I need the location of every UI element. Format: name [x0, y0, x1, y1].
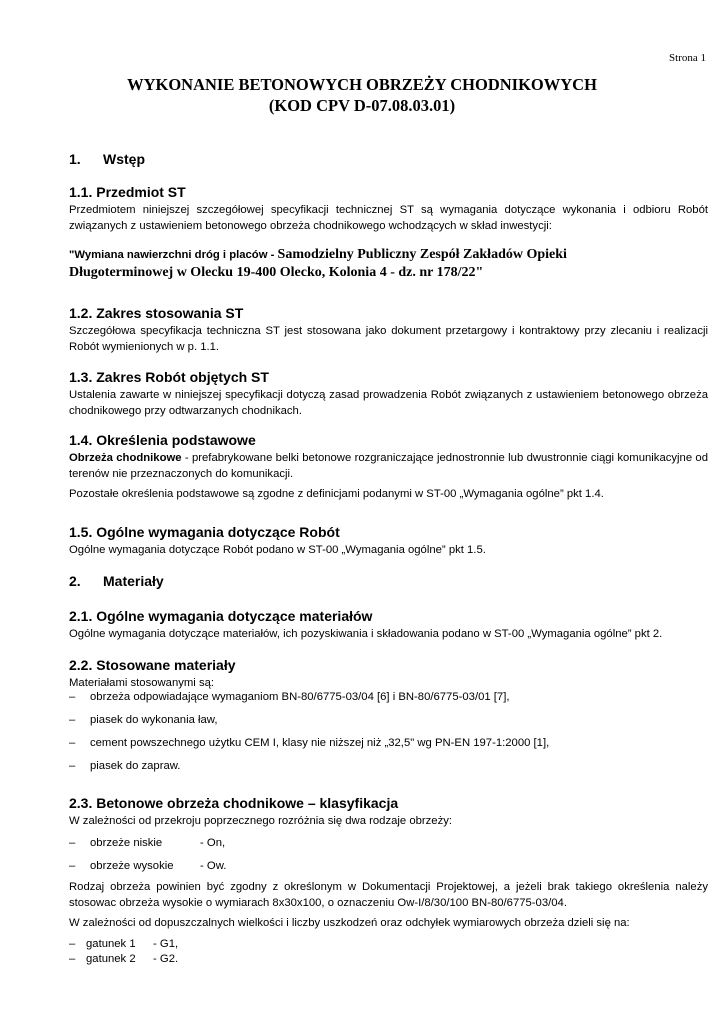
- section-1-number: 1.: [69, 151, 81, 167]
- section-1-2-heading: 1.2. Zakres stosowania ST: [69, 305, 244, 321]
- list-dash: –: [69, 760, 76, 772]
- section-1-4-definition: [69, 451, 708, 482]
- list-item: – cement powszechnego użytku CEM I, klasy nie niższej niż „32,5" wg PN-EN 197-1:2000 [1],: [69, 737, 550, 749]
- list-item: – gatunek 2 - G2.: [69, 953, 179, 965]
- list-dash: –: [69, 953, 76, 965]
- list-item: – obrzeża odpowiadające wymaganiom BN-80/6775-03/04 [6] i BN-80/6775-03/01 [7],: [69, 691, 510, 703]
- list-dash: –: [69, 714, 76, 726]
- list-dash: –: [69, 837, 76, 849]
- section-1-5-heading: 1.5. Ogólne wymagania dotyczące Robót: [69, 524, 340, 540]
- section-2-3-paragraph-3: W zależności od dopuszczalnych wielkości i liczby uszkodzeń oraz odchyłek wymiarowych obrzeża dzieli się na:: [69, 917, 630, 929]
- section-2-1-paragraph: Ogólne wymagania dotyczące materiałów, ich pozyskiwania i składowania podano w ST-00 „Wymagania ogólne” pkt 2.: [69, 628, 663, 640]
- section-1-2-paragraph: Szczegółowa specyfikacja techniczna ST jest stosowana jako dokument przetargowy i kontraktowy przy zlecaniu i realizacji Robót wymienionych w p. 1.1.: [69, 325, 708, 353]
- investment-name-part1: "Wymiana nawierzchni dróg i placów -: [69, 249, 278, 261]
- section-1-3-paragraph: Ustalenia zawarte w niniejszej specyfikacji dotyczą zasad prowadzenia Robót związanych z ustawieniem betonowego obrzeża chodnikowego przy odtwarzanych chodnikach.: [69, 389, 708, 417]
- list-item: – obrzeże wysokie - Ow.: [69, 860, 227, 872]
- list-item: – piasek do zapraw.: [69, 760, 181, 772]
- section-2-2-heading: 2.2. Stosowane materiały: [69, 657, 236, 673]
- list-item: – gatunek 1 - G1,: [69, 938, 179, 950]
- section-2-label: Materiały: [103, 573, 164, 589]
- section-1-4-paragraph: Pozostałe określenia podstawowe są zgodne z definicjami podanymi w ST-00 „Wymagania ogólne” pkt 1.4.: [69, 488, 604, 500]
- section-1-1-paragraph: Przedmiotem niniejszej szczegółowej specyfikacji technicznej ST są wymagania dotyczące wykonania i odbioru Robót związanych z ustawieniem betonowego obrzeża chodnikowego wchodzących w skład inwestycji:: [69, 204, 708, 232]
- section-2-3-intro: W zależności od przekroju poprzecznego rozróżnia się dwa rodzaje obrzeży:: [69, 815, 453, 827]
- section-2-3-heading: 2.3. Betonowe obrzeża chodnikowe – klasyfikacja: [69, 795, 399, 811]
- doc-title-line2: (KOD CPV D-07.08.03.01): [268, 96, 456, 115]
- investment-name: [69, 246, 708, 282]
- section-1-3-heading: 1.3. Zakres Robót objętych ST: [69, 369, 269, 385]
- section-2-1-heading: 2.1. Ogólne wymagania dotyczące materiałów: [69, 608, 373, 624]
- section-1-heading: [69, 151, 145, 167]
- section-2-number: 2.: [69, 573, 81, 589]
- page-number: Strona 1: [669, 52, 706, 64]
- definition-text: - prefabrykowane belki betonowe rozgraniczające jednostronnie lub dwustronnie ciągi komunikacyjne od terenów nie przeznaczonych do komunikacji.: [69, 452, 708, 480]
- defined-term: Obrzeża chodnikowe: [69, 452, 182, 464]
- section-2-heading: [69, 573, 164, 589]
- list-dash: –: [69, 860, 76, 872]
- section-1-1-heading: 1.1. Przedmiot ST: [69, 184, 186, 200]
- section-1-5-paragraph: Ogólne wymagania dotyczące Robót podano w ST-00 „Wymagania ogólne” pkt 1.5.: [69, 544, 486, 556]
- section-2-3-paragraph-2: Rodzaj obrzeża powinien być zgodny z określonym w Dokumentacji Projektowej, a jeżeli brak takiego określenia należy stosowac obrzeża wysokie o wymiarach 8x30x100, o oznaczeniu Ow-I/8/30/100 BN-80/6775-03/04.: [69, 881, 708, 909]
- investment-name-part2: Samodzielny Publiczny Zespół Zakładów Opieki: [277, 247, 567, 262]
- section-1-4-heading: 1.4. Określenia podstawowe: [69, 432, 256, 448]
- section-2-2-intro: Materiałami stosowanymi są:: [69, 677, 215, 689]
- list-item: – obrzeże niskie - On,: [69, 837, 226, 849]
- list-dash: –: [69, 691, 76, 703]
- doc-title-line1: WYKONANIE BETONOWYCH OBRZEŻY CHODNIKOWYCH: [127, 75, 597, 94]
- section-1-label: Wstęp: [103, 151, 145, 167]
- list-dash: –: [69, 938, 76, 950]
- list-dash: –: [69, 737, 76, 749]
- investment-name-line2: Długoterminowej w Olecku 19-400 Olecko, Kolonia 4 - dz. nr 178/22": [69, 265, 484, 280]
- list-item: – piasek do wykonania ław,: [69, 714, 218, 726]
